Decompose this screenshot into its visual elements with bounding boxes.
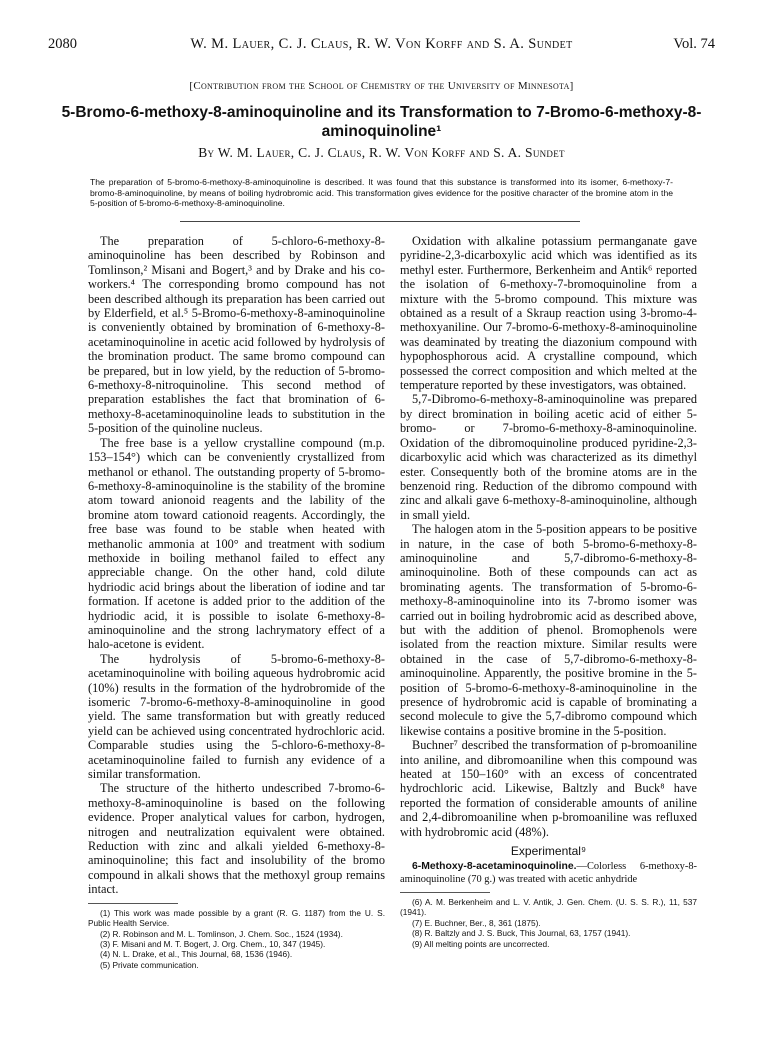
experimental-paragraph [400, 861, 697, 885]
footnote: (4) N. L. Drake, et al., This Journal, 68, 1536 (1946). [100, 949, 293, 960]
body-paragraph: Oxidation with alkaline potassium permanganate gave pyridine-2,3-dicarboxylic acid which was identified as its methyl ester. Furthermore, Berkenheim and Antik⁶ reported the isolation of 6-methoxy-7-bromoquinoline from a mixture with the 5-bromo compound. This mixture was obtained as a result of a Skraup reaction using 3-bromo-4-methoxyaniline. Our 7-bromo-6-methoxy-8-aminoquinoline was deaminated by treating the diazonium compound with hypophosphorous acid. A crystalline compound, which possessed the correct composition and which melted at the temperature reported by these investigators, was obtained. [400, 234, 697, 393]
article-title: 5-Bromo-6-methoxy-8-aminoquinoline and its Transformation to 7-Bromo-6-methoxy-8-aminoquinoline¹ [61, 104, 702, 140]
abstract-divider [180, 221, 580, 222]
footnote: (7) E. Buchner, Ber., 8, 361 (1875). [412, 917, 541, 928]
footnote: (5) Private communication. [100, 959, 199, 970]
body-paragraph: 5,7-Dibromo-6-methoxy-8-aminoquinoline was prepared by direct bromination in boiling acetic acid of either 5-bromo- or 7-bromo-6-methoxy-8-aminoquinoline. Oxidation of the dibromoquinoline produced pyridine-2,3-dicarboxylic acid which was characterized as its dimethyl ester. Consequently both of the bromine atoms are in the benzenoid ring. Reduction of the dibromo compound with zinc and alkali gave 6-methoxy-8-aminoquinoline, although in small yield. [400, 392, 697, 522]
footnote-divider [400, 892, 490, 893]
left-column [88, 234, 385, 970]
running-authors: W. M. Lauer, C. J. Claus, R. W. Von Korff and S. A. Sundet [190, 36, 573, 52]
footnote: (1) This work was made possible by a grant (R. G. 1187) from the U. S. Public Health Service. [88, 907, 385, 929]
body-paragraph: The preparation of 5-chloro-6-methoxy-8-aminoquinoline has been described by Robinson and Tomlinson,² Misani and Bogert,³ and by Drake and his co-workers.⁴ The corresponding bromo compound has not been described although its preparation has been carried out by Elderfield, et al.⁵ 5-Bromo-6-methoxy-8-aminoquinoline is conveniently obtained by bromination of 6-methoxy-8-acetaminoquinoline in acetic acid followed by hydrolysis of the bromination product. The same bromo compound can be prepared, but in low yield, by the reduction of 5-bromo-6-methoxy-8-nitroquinoline. This second method of preparation establishes the fact that bromination of 6-methoxy-8-acetaminoquinoline leads to substitution in the 5-position of the quinoline nucleus. [88, 234, 385, 436]
experimental-lead: 6-Methoxy-8-acetaminoquinoline. [412, 861, 577, 873]
footnote: (8) R. Baltzly and J. S. Buck, This Journal, 63, 1757 (1941). [412, 928, 631, 939]
footnote-divider [88, 903, 178, 904]
experimental-heading: Experimental⁹ [510, 844, 587, 859]
experimental-text: —Colorless 6-methoxy-8-aminoquinoline (70 g.) was treated with acetic anhydride [400, 861, 697, 885]
body-paragraph: The structure of the hitherto undescribed 7-bromo-6-methoxy-8-aminoquinoline is based on the following evidence. Proper analytical values for carbon, hydrogen, nitrogen and neutralization equivalent were obtained. Reduction with zinc and alkali yielded 6-methoxy-8-aminoquinoline; this fact and insolubility of the bromo compound in alkali shows that the methoxyl group remains intact. [88, 781, 385, 897]
contribution-line: [Contribution from the School of Chemistry of the University of Minnesota] [189, 80, 574, 92]
right-column [400, 234, 697, 949]
body-paragraph: The hydrolysis of 5-bromo-6-methoxy-8-acetaminoquinoline with boiling aqueous hydrobromic acid (10%) results in the formation of the hydrobromide of the isomeric 7-bromo-6-methoxy-8-aminoquinoline in good yield. The same transformation but with greatly reduced yield can be achieved using concentrated hydrochloric acid. Comparable studies using the 5-chloro-6-methoxy-8-acetaminoquinoline failed to furnish any evidence of a similar transformation. [88, 651, 385, 782]
body-paragraph: Buchner⁷ described the transformation of p-bromoaniline into aniline, and dibromoaniline when this compound was heated at 150–160° with an excess of concentrated hydrochloric acid. Likewise, Baltzly and Buck⁸ have reported the formation of considerable amounts of aniline and 2,4-dibromoaniline when p-bromoaniline was refluxed with hydrobromic acid (48%). [400, 738, 697, 839]
abstract: The preparation of 5-bromo-6-methoxy-8-aminoquinoline is described. It was found that this substance is transformed into its isomer, 6-methoxy-7-bromo-8-aminoquinoline, by means of boiling hydrobromic acid. This transformation gives evidence for the positive character of the bromine atom in the 5-position of 5-bromo-6-methoxy-8-aminoquinoline. [90, 177, 673, 209]
page-number: 2080 [48, 36, 77, 52]
article-byline: By W. M. Lauer, C. J. Claus, R. W. Von Korff and S. A. Sundet [198, 145, 565, 160]
body-paragraph: The free base is a yellow crystalline compound (m.p. 153–154°) which can be conveniently crystallized from methanol or ethanol. The outstanding property of 5-bromo-6-methoxy-8-aminoquinoline is the stability of the bromine atom toward anionoid reagents and the lability of the bromine atom toward cationoid reagents. Accordingly, the free base was found to be stable when heated with methanolic ammonia at 100° and treatment with sodium methoxide in boiling methanol failed to effect any appreciable change. On the other hand, cold dilute hydriodic acid brings about the liberation of iodine and tar formation. If acetone is added prior to the addition of the hydriodic acid, it is possible to isolate 6-methoxy-8-aminoquinoline and the strong lachrymatory effect of a halo-acetone is evident. [88, 435, 385, 652]
footnote: (3) F. Misani and M. T. Bogert, J. Org. Chem., 10, 347 (1945). [100, 938, 326, 949]
body-paragraph: The halogen atom in the 5-position appears to be positive in nature, in the case of both 5-bromo-6-methoxy-8-aminoquinoline and 5,7-dibromo-6-methoxy-8-aminoquinoline. Both of these compounds can act as brominating agents. The transformation of 5-bromo-6-methoxy-8-aminoquinoline into its 7-bromo isomer was carried out in boiling hydrobromic acid as described above, but with the addition of phenol. Bromophenols were isolated from the reaction mixture. Similar results were obtained in the case of 5,7-dibromo-6-methoxy-8-aminoquinoline. Apparently, the positive bromine in the 5-position of 5-bromo-6-methoxy-8-aminoquinoline in the presence of hydrobromic acid is capable of brominating a second molecule to give the 5,7-dibromo compound which likewise contains a positive bromine in the 5-position. [400, 522, 697, 738]
volume-label: Vol. 74 [673, 36, 715, 52]
footnote: (6) A. M. Berkenheim and L. V. Antik, J. Gen. Chem. (U. S. S. R.), 11, 537 (1941). [400, 896, 697, 918]
footnote: (9) All melting points are uncorrected. [412, 938, 550, 949]
footnote: (2) R. Robinson and M. L. Tomlinson, J. Chem. Soc., 1524 (1934). [100, 928, 343, 939]
